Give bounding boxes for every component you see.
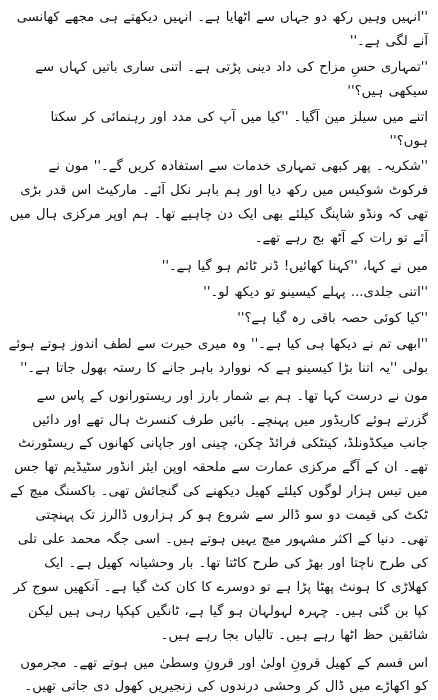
paragraph-6: ''اتنی جلدی... پہلے کیسینو تو دیکھ لو۔'' — [203, 284, 428, 300]
paragraph-5: میں نے کہا، ''کہنا کھائیں! ڈنر ٹائم ہو گیا ہے۔'' — [161, 259, 428, 275]
paragraph-2: ''تمہاری حسِ مزاح کی داد دینی پڑتی ہے۔ اتنی ساری باتیں کہاں سے سیکھی ہیں؟'' — [35, 59, 428, 99]
paragraph-4: ''شکریہ۔ پھر کبھی تمہاری خدمات سے استفادہ کریں گے۔'' مون نے فرکوٹ شوکیس میں رکھ دیا اور ہم باہر نکل آئے۔ مارکیٹ اس قدر بڑی تھی کہ ونڈو شاپنگ کیلئے بھی ایک دن چاہیے تھا۔ ہم اوپر مرکزی ہال میں آئے تو رات کے آٹھ بج رہے تھے۔ — [9, 159, 428, 247]
paragraph-10: اس قسم کے کھیل قرونِ اولیٰ اور قرونِ وسطیٰ میں ہوتے تھے۔ مجرموں کو اکھاڑے میں ڈال کر وحشی درندوں کی زنجیریں کھول دی جاتی تھیں۔ — [20, 655, 428, 695]
paragraph-3: اتنے میں سیلز مین آگیا۔ ''کیا میں آپ کی مدد اور رہنمائی کر سکتا ہوں؟'' — [50, 109, 428, 149]
paragraph-8: ''ابھی تم نے دیکھا ہی کیا ہے۔'' وہ میری حیرت سے لطف اندوز ہوتے ہوئے بولی ''یہ اتنا بڑا کیسینو ہے کہ نووارد باہر جانے کا رستہ بھول جاتا ہے۔'' — [8, 336, 428, 376]
paragraph-1: ''انہیں وہیں رکھ دو جہاں سے اٹھایا ہے۔ انہیں دیکھتے ہی مجھے کھانسی آنے لگی ہے۔'' — [16, 10, 428, 49]
paragraph-9: مون نے درست کہا تھا۔ ہم بے شمار بارز اور ریستورانوں کے پاس سے گزرتے ہوئے کاریڈور میں پہنچے۔ بائیں طرف کنسرٹ ہال تھے اور دائیں جانب میکڈونلڈ، کینٹکی فرائڈ چکن، چینی اور جاپانی کھانوں کے ریسٹورنٹ تھے۔ ان کے آگے مرکزی عمارت سے ملحقہ اوپن ایئر انڈور سٹیڈیم تھا جس میں تیس ہزار لوگوں کیلئے کھیل دیکھنے کی گنجائش تھی۔ باکسنگ میچ کے ٹکٹ کی قیمت دو سو ڈالر سے شروع ہو کر ہزاروں ڈالرز تک پہنچتی تھی۔ دنیا کے اکثر مشہور میچ یہیں ہوتے ہیں۔ اسی جگہ محمد علی تلی کی طرح ناچتا اور بھڑ کی طرح کاٹتا تھا۔ بار وحشیانہ کھیل ہے۔ ایک کھلاڑی کا ہونٹ پھٹا پڑا ہے تو دوسرے کا کان کٹ گیا ہے۔ آنکھیں سوج کر کپا بن گئی ہیں۔ چہرہ لہولہان ہو گیا ہے، ٹانگیں کپکپا رہی ہیں لیکن شائقین حظ اٹھا رہے ہیں۔ تالیاں بجا رہے ہیں۔ — [10, 388, 428, 643]
paragraph-7: ''کیا کوئی حصہ باقی رہ گیا ہے؟'' — [237, 310, 428, 326]
